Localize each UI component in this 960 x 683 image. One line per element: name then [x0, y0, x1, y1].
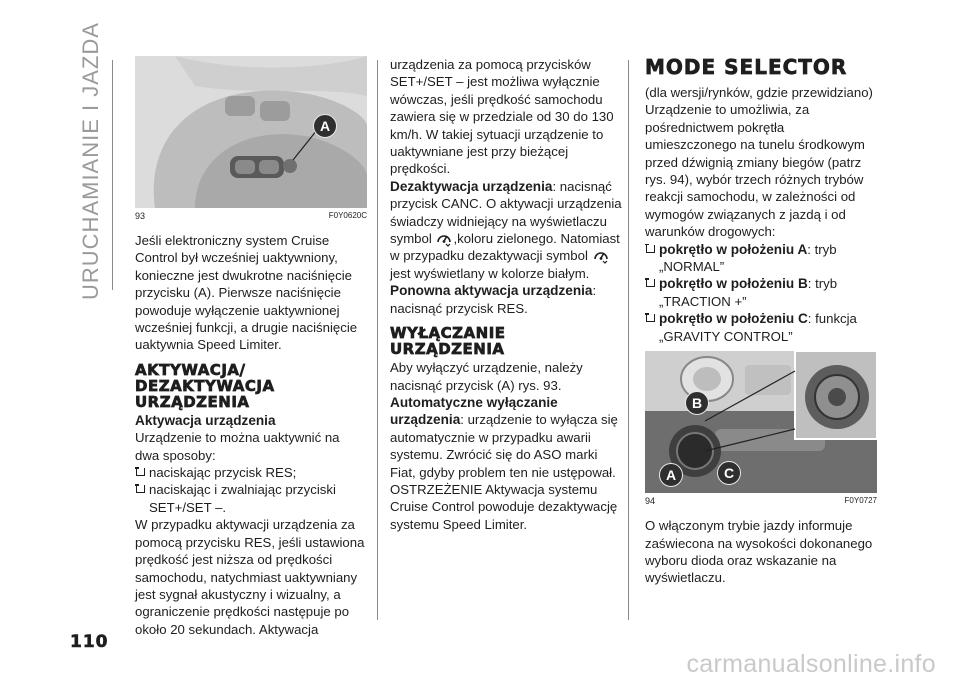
list-item [645, 241, 877, 276]
auto-off-title: Automatyczne wyłączanie urządzenia [390, 394, 558, 428]
bullet-icon [646, 314, 655, 322]
mode-label: pokrętło w położeniu C [659, 311, 808, 327]
list-item-text: naciskając przycisk RES; [149, 465, 297, 481]
figure-number: 94 [645, 496, 656, 507]
paragraph-indicator: O włączonym trybie jazdy informuje zaświecona na wysokości dokonanego wyboru dioda oraz wskazanie na wyświetlaczu. [645, 518, 873, 586]
bullet-icon [646, 279, 655, 287]
list-item [135, 464, 367, 481]
figure-code: F0Y0727 [844, 496, 877, 506]
mode-label: pokrętło w położeniu B [659, 276, 808, 292]
column-3 [645, 56, 877, 587]
mode-desc: : tryb „TRACTION +” [659, 276, 838, 309]
column-divider-left [112, 60, 113, 290]
bullet-icon [136, 468, 145, 476]
reactivation-text: : nacisnąć przycisk RES. [390, 283, 597, 316]
deactivation-title: Dezaktywacja urządzenia [390, 178, 553, 194]
section-title: URUCHAMIANIE I JAZDA [78, 22, 103, 300]
deactivation-text: : nacisnąć przycisk CANC. O aktywacji urządzenia świadczy widniejący na wyświetlaczu symbol [390, 178, 622, 247]
warning-paragraph: OSTRZEŻENIE Aktywacja systemu Cruise Control powoduje dezaktywację systemu Speed Limiter. [390, 481, 618, 532]
paragraph-auto-off [390, 394, 622, 481]
mode-desc: : funkcja „GRAVITY CONTROL” [659, 311, 857, 344]
list-item [135, 481, 367, 516]
intro-paragraph: Jeśli elektroniczny system Cruise Control był wcześniej uaktywniony, konieczne jest dwukrotne naciśnięcie przycisku (A). Pierwsze naciśnięcie powoduje wyłączenie uaktywnionej wcześniej funkcji, a drugie naciśnięcie uaktywnia Speed Limiter. [135, 233, 358, 353]
list-item-text [659, 310, 877, 345]
column-divider-right [628, 60, 629, 620]
paragraph-reactivation [390, 282, 622, 317]
subheading-activation: Aktywacja urządzenia [135, 412, 276, 428]
paragraph-mode-intro: (dla wersji/rynków, gdzie przewidziano) Urządzenie to umożliwia, za pośrednictwem pokrętła umieszczonego na tunelu środkowym przed dźwignią zmiany biegów (patrz rys. 94), wybór trzech różnych trybów reakcji samochodu, w zależności od wymogów związanych z jazdą i od warunków drogowych: [645, 85, 873, 240]
callout-a: A [659, 463, 683, 487]
figure-number: 93 [135, 211, 146, 221]
reactivation-title: Ponowna aktywacja urządzenia [390, 283, 593, 299]
paragraph-switch-off: Aby wyłączyć urządzenie, należy nacisnąć przycisk (A) rys. 93. [390, 360, 583, 393]
figure-code: F0Y0620C [328, 211, 367, 220]
paragraph-res: W przypadku aktywacji urządzenia za pomocą przycisku RES, jeśli ustawiona prędkość jest niższa od prędkości samochodu, natychmiast uaktywniany jest sygnał akustyczny i wizualny, a ograniczenie prędkości następuje po około 20 sekundach. Aktywacja [135, 517, 365, 637]
mode-label: pokrętło w położeniu A [659, 241, 808, 257]
auto-off-text: : urządzenie to wyłącza się automatycznie w przypadku awarii systemu. Zwrócić się do ASO marki Fiat, gdyby problem ten nie ustępował. [390, 412, 618, 480]
column-2 [390, 56, 622, 533]
figure-94-caption [645, 495, 877, 507]
speed-limiter-icon [593, 248, 609, 264]
callout-a: A [313, 114, 337, 138]
watermark: carmanualsonline.info [686, 650, 936, 678]
column-divider-middle [377, 60, 378, 620]
list-item-text: naciskając i zwalniając przyciski SET+/SET –. [149, 482, 336, 515]
heading-switch-off: WYŁĄCZANIE URZĄDZENIA [390, 324, 506, 359]
callout-b: B [685, 391, 709, 415]
deactivation-text-2: ,koloru zielonego. Natomiast w przypadku dezaktywacji symbol [390, 231, 620, 264]
list-item [645, 310, 877, 345]
list-item-text [659, 275, 877, 310]
paragraph-deactivation [390, 178, 622, 282]
page-number: 110 [70, 632, 109, 652]
bullet-icon [646, 245, 655, 253]
speed-limiter-icon [436, 231, 452, 247]
mode-desc: : tryb „NORMAL” [659, 241, 837, 275]
heading-activation: AKTYWACJA/ DEZAKTYWACJA URZĄDZENIA [135, 360, 275, 411]
figure-93-caption [135, 210, 367, 222]
figure-93 [135, 56, 367, 208]
list-item [645, 275, 877, 310]
bullet-icon [136, 485, 145, 493]
column-1 [135, 56, 367, 638]
paragraph-ways: Urządzenie to można uaktywnić na dwa sposoby: [135, 430, 340, 463]
callout-c: C [717, 461, 741, 485]
paragraph-set: urządzenia za pomocą przycisków SET+/SET – jest możliwa wyłącznie wówczas, jeśli prędkość samochodu zawiera się w przedziale od 30 do 130 km/h. W takiej sytuacji urządzenie to uaktywniane jest przy bieżącej prędkości. [390, 57, 614, 177]
list-item-text [659, 241, 877, 276]
figure-94 [645, 351, 877, 493]
deactivation-text-3: jest wyświetlany w kolorze białym. [390, 265, 590, 281]
heading-mode-selector: MODE SELECTOR [645, 55, 848, 79]
